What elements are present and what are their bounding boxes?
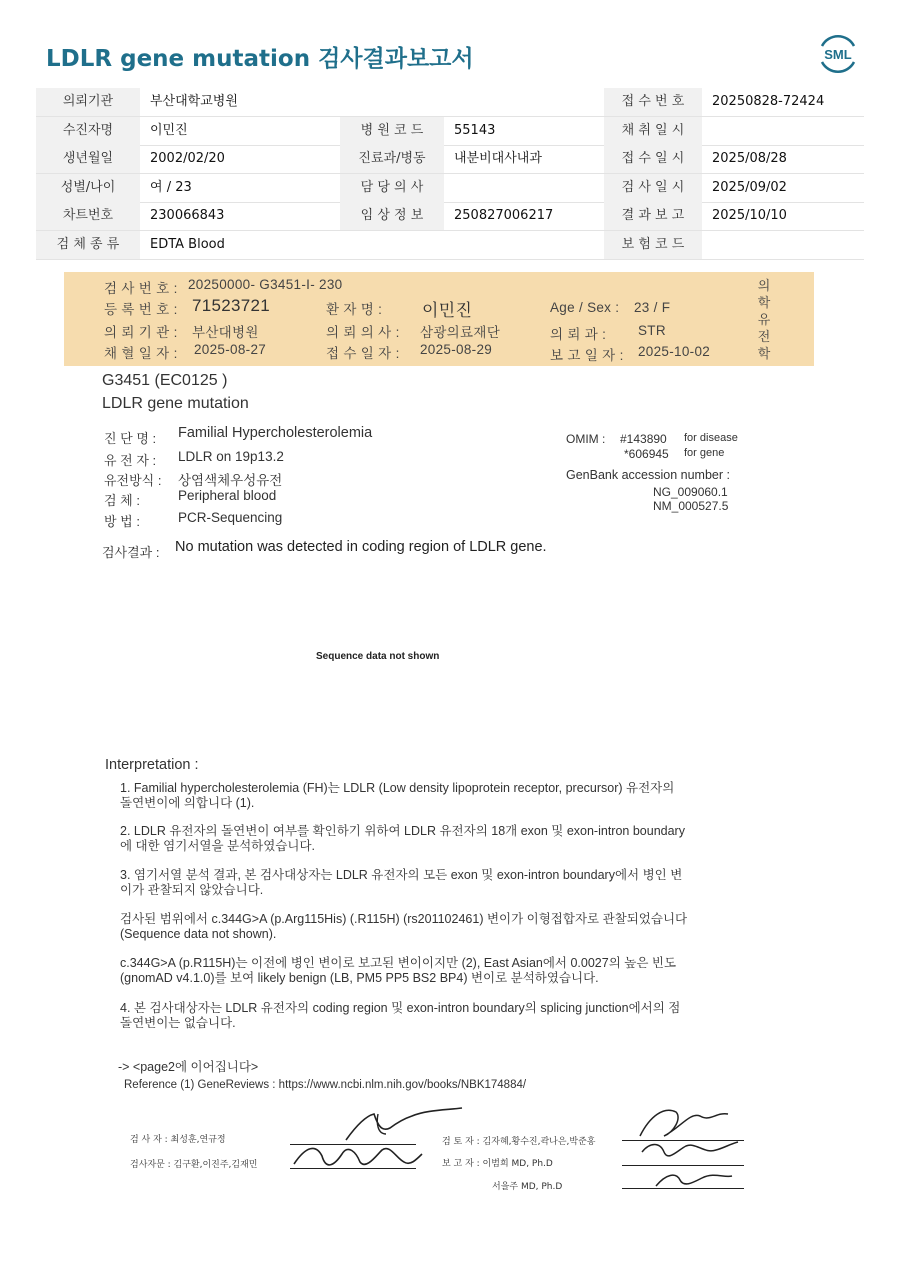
report-label: 보 고 일 자 : bbox=[550, 348, 624, 363]
interpretation-paragraph bbox=[120, 868, 740, 898]
omim-gene-note: for gene bbox=[684, 447, 725, 459]
interpretation-line: 3. 염기서열 분석 결과, 본 검사대상자는 LDLR 유전자의 모든 exon 및 exon-intron boundary에서 병인 변 bbox=[120, 868, 683, 882]
inheritance: 상염색체우성유전 bbox=[178, 473, 283, 488]
specimen: Peripheral blood bbox=[178, 488, 277, 503]
interpretation-line: 검사된 범위에서 c.344G>A (p.Arg115His) (.R115H) (rs201102461) 변이가 이형접합자로 관찰되었습니다 bbox=[120, 912, 688, 926]
logo-text: SML bbox=[824, 47, 852, 62]
info-label: 채 취 일 시 bbox=[604, 117, 702, 145]
info-label: 검 사 일 시 bbox=[604, 174, 702, 202]
interpretation-line: 1. Familial hypercholesterolemia (FH)는 LDLR (Low density lipoprotein receptor, precursor) 유전자의 bbox=[120, 781, 675, 795]
advisor: 검사자문 : 김구환,이진주,김재민 bbox=[130, 1160, 258, 1170]
info-value: 230066843 bbox=[150, 208, 225, 223]
test-no-label: 검 사 번 호 : bbox=[104, 281, 178, 296]
interpretation-line: c.344G>A (p.R115H)는 이전에 병인 변이로 보고된 변이이지만 (2), East Asian에서 0.0027의 높은 빈도 bbox=[120, 956, 677, 970]
doctor: 삼광의료재단 bbox=[420, 325, 501, 340]
info-value: 내분비대사내과 bbox=[454, 151, 542, 166]
test-no: 20250000- G3451-I- 230 bbox=[188, 277, 343, 292]
genbank-ng: NG_009060.1 bbox=[653, 485, 728, 499]
info-row bbox=[36, 174, 864, 203]
omim-disease-note: for disease bbox=[684, 432, 738, 444]
info-label: 의뢰기관 bbox=[36, 88, 140, 116]
reporter: 보 고 자 : 이범희 MD, Ph.D bbox=[442, 1159, 553, 1169]
test-code: G3451 (EC0125 ) bbox=[102, 372, 228, 389]
interpretation-line: 2. LDLR 유전자의 돌연변이 여부를 확인하기 위하여 LDLR 유전자의 18개 exon 및 exon-intron boundary bbox=[120, 824, 685, 838]
doctor-label: 의 뢰 의 사 : bbox=[326, 325, 400, 340]
result-text: No mutation was detected in coding region of LDLR gene. bbox=[175, 539, 547, 555]
omim-disease: #143890 bbox=[620, 432, 667, 446]
info-value bbox=[444, 174, 454, 202]
interpretation-paragraph bbox=[120, 912, 740, 942]
info-label: 수진자명 bbox=[36, 117, 140, 145]
interpretation-line: 돌연변이에 의합니다 (1). bbox=[120, 796, 255, 810]
inherit-label: 유전방식 : bbox=[104, 473, 162, 488]
specimen-label: 검 체 : bbox=[104, 493, 140, 508]
interpretation-line: 돌연변이는 없습니다. bbox=[120, 1016, 236, 1030]
scanned-header-band bbox=[64, 272, 814, 366]
dept: STR bbox=[638, 323, 666, 338]
info-value: 이민진 bbox=[150, 122, 188, 138]
inst: 부산대병원 bbox=[192, 325, 259, 340]
info-value: 부산대학교병원 bbox=[150, 94, 238, 109]
info-label: 담 당 의 사 bbox=[340, 174, 444, 202]
reviewer: 검 토 자 : 김자혜,황수진,곽나은,박준홍 bbox=[442, 1137, 596, 1147]
interpretation-title: Interpretation : bbox=[105, 757, 199, 773]
interpretation-paragraph bbox=[120, 781, 740, 811]
reference: Reference (1) GeneReviews : https://www.ncbi.nlm.nih.gov/books/NBK174884/ bbox=[124, 1079, 527, 1091]
genbank-nm: NM_000527.5 bbox=[653, 499, 729, 513]
info-value bbox=[702, 117, 712, 145]
draw-date: 2025-08-27 bbox=[194, 342, 267, 357]
reporter-2: 서을주 MD, Ph.D bbox=[492, 1182, 563, 1192]
inst-label: 의 뢰 기 관 : bbox=[104, 325, 178, 340]
interpretation-line: (Sequence data not shown). bbox=[120, 927, 277, 941]
result-label: 검사결과 : bbox=[102, 545, 160, 560]
diagnosis: Familial Hypercholesterolemia bbox=[178, 425, 373, 441]
tester: 검 사 자 : 최성훈,연규정 bbox=[130, 1135, 226, 1145]
info-label: 진료과/병동 bbox=[340, 145, 444, 173]
info-value: 2025/09/02 bbox=[712, 179, 787, 195]
gene: LDLR on 19p13.2 bbox=[178, 449, 284, 464]
sml-logo bbox=[816, 32, 860, 74]
method: PCR-Sequencing bbox=[178, 510, 283, 525]
info-row bbox=[36, 88, 864, 117]
info-label: 병 원 코 드 bbox=[340, 117, 444, 145]
interpretation-paragraph bbox=[120, 824, 740, 854]
reg-no-label: 등 록 번 호 : bbox=[104, 302, 178, 317]
info-label: 생년월일 bbox=[36, 145, 140, 173]
info-value: 20250828-72424 bbox=[712, 94, 825, 109]
reg-no: 71523721 bbox=[192, 296, 271, 315]
age-sex: 23 / F bbox=[634, 300, 671, 315]
age-sex-label: Age / Sex : bbox=[550, 300, 620, 315]
omim-label: OMIM : bbox=[566, 432, 606, 446]
sequence-note: Sequence data not shown bbox=[316, 651, 440, 662]
interpretation-line: (gnomAD v4.1.0)를 보여 likely benign (LB, PM5 PP5 BS2 BP4) 변이로 분석하였습니다. bbox=[120, 971, 599, 985]
info-value bbox=[444, 231, 454, 259]
info-row bbox=[36, 117, 864, 146]
recv-date: 2025-08-29 bbox=[420, 342, 493, 357]
interpretation-line: 에 대한 염기서열을 분석하였습니다. bbox=[120, 839, 316, 853]
info-value: 여 / 23 bbox=[150, 179, 192, 195]
info-label: 성별/나이 bbox=[36, 174, 140, 202]
info-value: 250827006217 bbox=[454, 208, 554, 223]
recv-label: 접 수 일 자 : bbox=[326, 346, 400, 361]
info-row bbox=[36, 145, 864, 174]
info-value: 55143 bbox=[454, 122, 496, 138]
page-title: LDLR gene mutation 검사결과보고서 bbox=[46, 46, 474, 72]
info-value: 2002/02/20 bbox=[150, 151, 225, 166]
info-row bbox=[36, 231, 864, 260]
handwritten-signature-reviewers bbox=[620, 1102, 750, 1198]
info-label: 차트번호 bbox=[36, 202, 140, 230]
patient-label: 환 자 명 : bbox=[326, 302, 383, 317]
diag-label: 진 단 명 : bbox=[104, 431, 157, 446]
interpretation-line: 이가 관찰되지 않았습니다. bbox=[120, 883, 264, 897]
draw-label: 채 혈 일 자 : bbox=[104, 346, 178, 361]
info-value: 2025/10/10 bbox=[712, 208, 787, 223]
handwritten-signature-advisor bbox=[286, 1136, 426, 1176]
info-label: 결 과 보 고 bbox=[604, 202, 702, 230]
info-label: 검 체 종 류 bbox=[36, 231, 140, 259]
patient-name: 이민진 bbox=[422, 301, 473, 320]
method-label: 방 법 : bbox=[104, 514, 140, 529]
info-label: 접 수 번 호 bbox=[604, 88, 702, 116]
interpretation-paragraph bbox=[120, 1001, 740, 1031]
info-value: 2025/08/28 bbox=[712, 151, 787, 166]
report-date: 2025-10-02 bbox=[638, 344, 711, 359]
dept-label: 의 뢰 과 : bbox=[550, 327, 607, 342]
info-row bbox=[36, 202, 864, 231]
test-name: LDLR gene mutation bbox=[102, 395, 249, 412]
interpretation-paragraph bbox=[120, 956, 740, 986]
continued-note: -> <page2에 이어집니다> bbox=[118, 1060, 259, 1074]
omim-gene: *606945 bbox=[624, 447, 669, 461]
info-value: EDTA Blood bbox=[150, 236, 225, 252]
interpretation-line: 4. 본 검사대상자는 LDLR 유전자의 coding region 및 exon-intron boundary의 splicing junction에서의 점 bbox=[120, 1001, 681, 1015]
info-value bbox=[444, 88, 454, 116]
info-label: 임 상 정 보 bbox=[340, 202, 444, 230]
info-value bbox=[702, 231, 712, 259]
info-label: 보 험 코 드 bbox=[604, 231, 702, 259]
gene-label: 유 전 자 : bbox=[104, 453, 157, 468]
vertical-dept-label: 의 학 유 전 학 bbox=[757, 279, 771, 362]
genbank-label: GenBank accession number : bbox=[566, 468, 730, 482]
info-label: 접 수 일 시 bbox=[604, 145, 702, 173]
